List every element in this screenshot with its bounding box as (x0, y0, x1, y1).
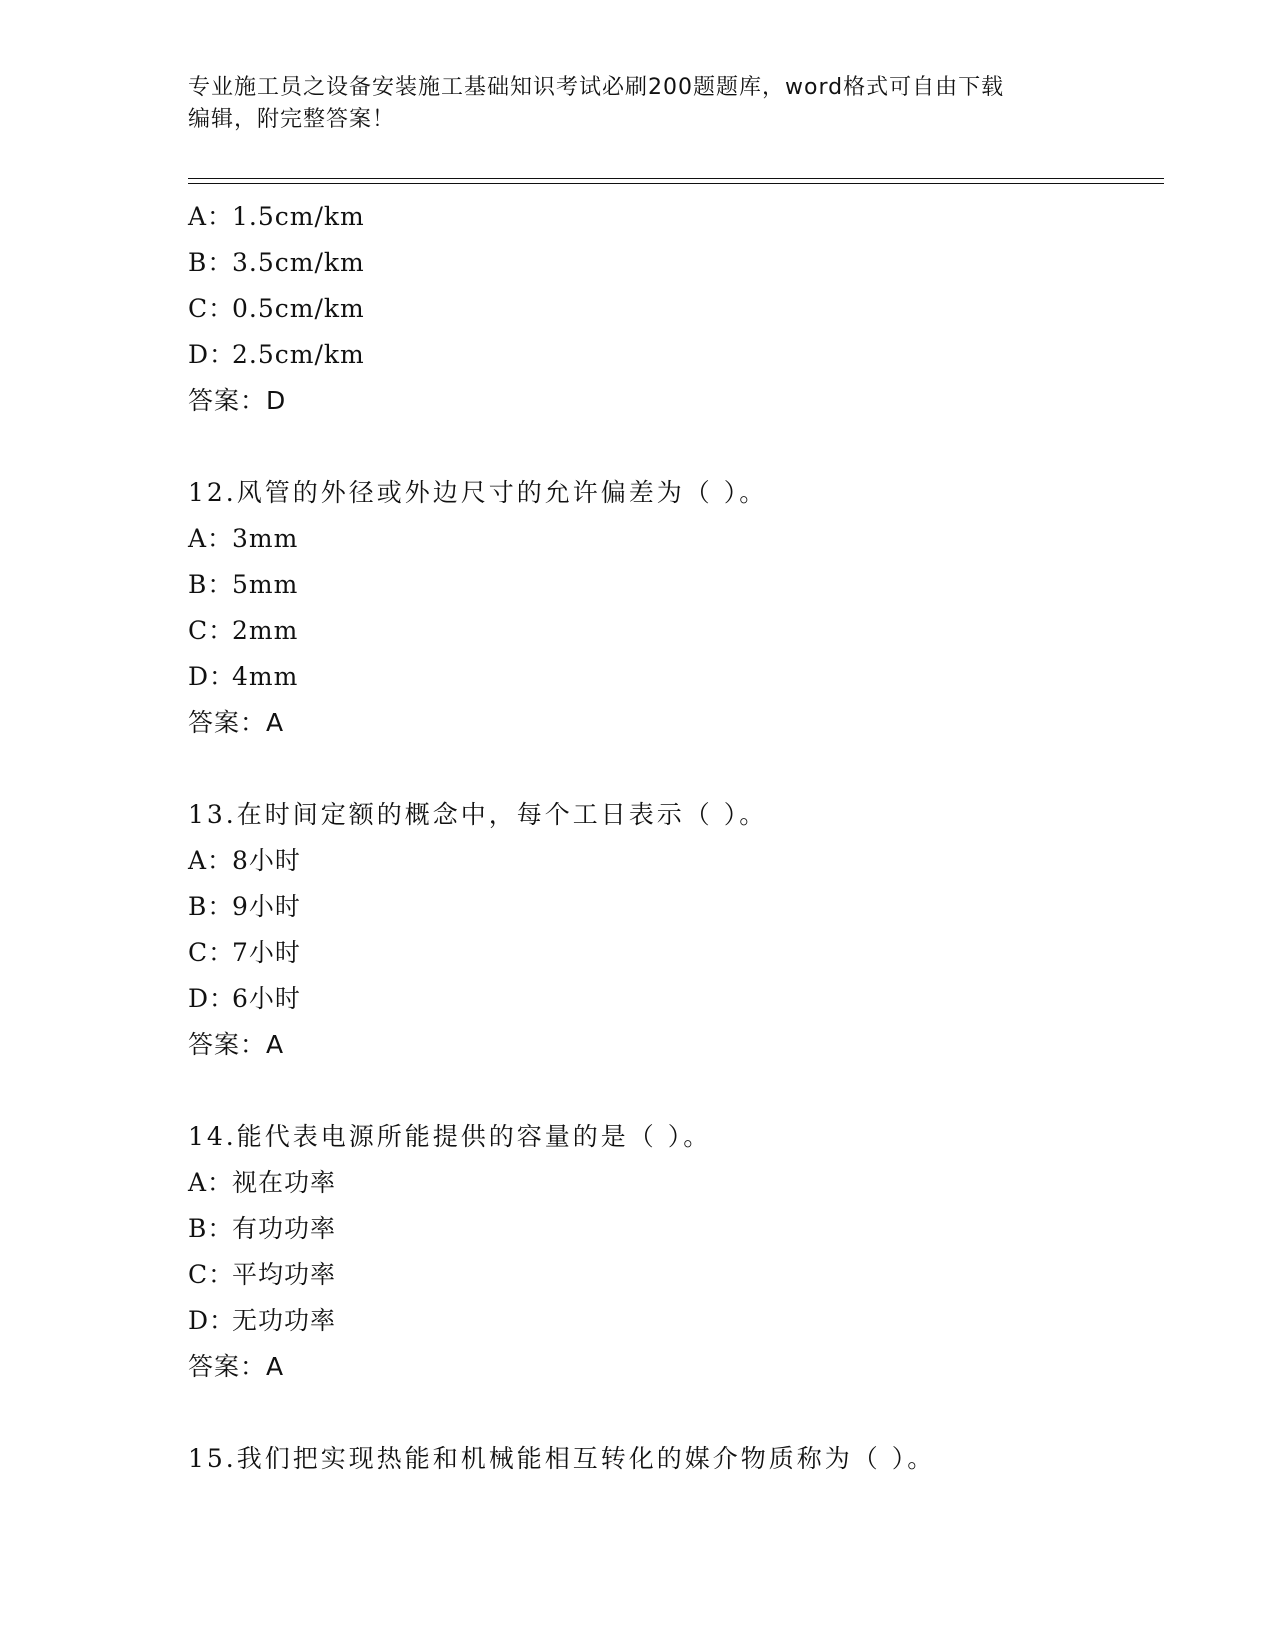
question-11 (188, 194, 1168, 424)
option-d: D：无功功率 (188, 1306, 337, 1335)
question-list (188, 194, 1168, 1482)
option-b: B：有功功率 (188, 1214, 337, 1243)
option-c: C：0.5cm/km (188, 294, 365, 323)
question-14 (188, 1114, 1168, 1390)
header-line-1: 专业施工员之设备安装施工基础知识考试必刷200题题库，word格式可自由下载 (188, 75, 1005, 100)
question-15 (188, 1436, 1168, 1482)
option-a: A：1.5cm/km (188, 202, 365, 231)
spacer (188, 1390, 1168, 1436)
spacer (188, 1068, 1168, 1114)
option-c: C：2mm (188, 616, 299, 645)
answer-line: 答案：D (188, 386, 287, 415)
question-text: 13.在时间定额的概念中，每个工日表示（ ）。 (188, 800, 768, 829)
option-d: D：2.5cm/km (188, 340, 365, 369)
header-divider-bottom (188, 183, 1164, 184)
option-b: B：9小时 (188, 892, 301, 921)
option-b: B：5mm (188, 570, 299, 599)
answer-line: 答案：A (188, 708, 285, 737)
question-13 (188, 792, 1168, 1068)
option-d: D：4mm (188, 662, 299, 691)
question-text: 15.我们把实现热能和机械能相互转化的媒介物质称为（ ）。 (188, 1444, 936, 1473)
header-divider-top (188, 178, 1164, 179)
spacer (188, 746, 1168, 792)
question-12 (188, 470, 1168, 746)
answer-line: 答案：A (188, 1030, 285, 1059)
header-line-2: 编辑，附完整答案！ (188, 107, 396, 132)
option-a: A：3mm (188, 524, 299, 553)
option-a: A：8小时 (188, 846, 301, 875)
option-d: D：6小时 (188, 984, 301, 1013)
option-b: B：3.5cm/km (188, 248, 365, 277)
question-text: 14.能代表电源所能提供的容量的是（ ）。 (188, 1122, 712, 1151)
option-a: A：视在功率 (188, 1168, 337, 1197)
document-header (188, 72, 1068, 136)
spacer (188, 424, 1168, 470)
option-c: C：平均功率 (188, 1260, 337, 1289)
answer-line: 答案：A (188, 1352, 285, 1381)
option-c: C：7小时 (188, 938, 301, 967)
question-text: 12.风管的外径或外边尺寸的允许偏差为（ ）。 (188, 478, 768, 507)
